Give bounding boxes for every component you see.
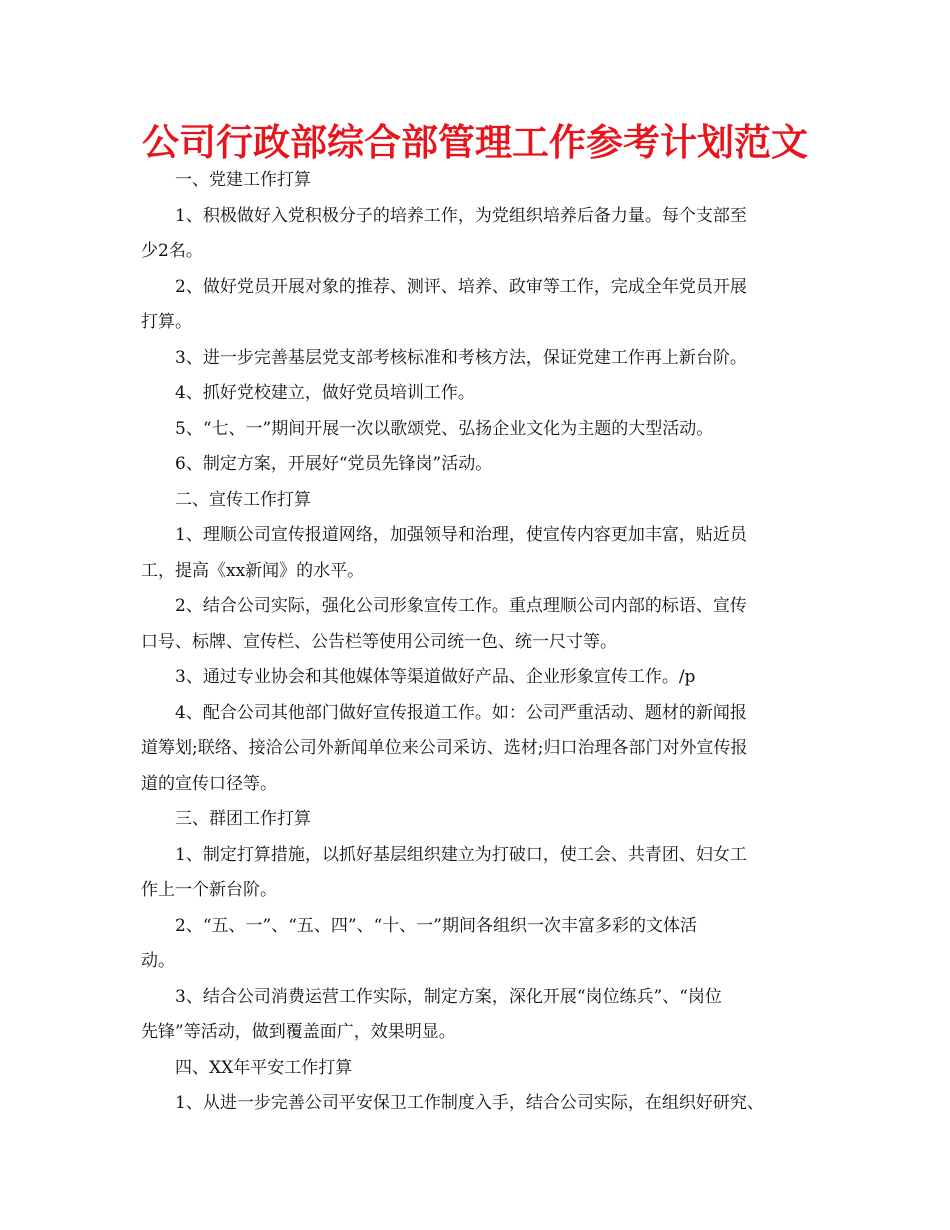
paragraph-line: 2、结合公司实际，强化公司形象宣传工作。重点理顺公司内部的标语、宣传 [175,596,747,616]
paragraph-line: 1、从进一步完善公司平安保卫工作制度入手，结合公司实际，在组织好研究、 [175,1093,764,1113]
paragraph-line: 1、制定打算措施，以抓好基层组织建立为打破口，使工会、共青团、妇女工 [175,844,747,865]
paragraph-line: 二、宣传工作打算 [175,489,311,510]
paragraph-line: 4、抓好党校建立，做好党员培训工作。 [175,383,475,403]
page-title: 公司行政部综合部管理工作参考计划范文 [142,121,808,164]
paragraph-line: 四、XX年平安工作打算 [175,1057,353,1078]
paragraph-line: 道的宣传口径等。 [141,773,277,794]
document-body [141,163,817,1122]
paragraph-line: 打算。 [141,312,192,332]
paragraph-line: 4、配合公司其他部门做好宣传报道工作。如：公司严重活动、题材的新闻报 [175,702,747,723]
paragraph-line: 先锋”等活动，做到覆盖面广，效果明显。 [141,1022,456,1042]
paragraph-line: 6、制定方案，开展好“党员先锋岗”活动。 [175,454,493,474]
paragraph-line: 工，提高《xx新闻》的水平。 [141,560,365,581]
paragraph-line: 一、党建工作打算 [175,170,311,190]
paragraph-line: 道筹划;联络、接洽公司外新闻单位来公司采访、选材;归口治理各部门对外宣传报 [141,738,748,758]
paragraph-line: 少2名。 [141,241,203,261]
paragraph-line: 2、做好党员开展对象的推荐、测评、培养、政审等工作，完成全年党员开展 [175,276,747,297]
paragraph-line: 3、进一步完善基层党支部考核标准和考核方法，保证党建工作再上新台阶。 [175,347,747,368]
paragraph-line: 3、结合公司消费运营工作实际，制定方案，深化开展“岗位练兵”、“岗位 [175,986,722,1007]
paragraph-line: 动。 [141,951,175,971]
paragraph-line: 口号、标牌、宣传栏、公告栏等使用公司统一色、统一尺寸等。 [141,631,617,652]
paragraph-line: 三、群团工作打算 [175,809,311,829]
paragraph-line: 3、通过专业协会和其他媒体等渠道做好产品、企业形象宣传工作。/p [175,667,696,687]
paragraph-line: 2、“五、一”、“五、四”、“十、一”期间各组织一次丰富多彩的文体活 [175,915,697,936]
paragraph-line: 作上一个新台阶。 [141,880,277,900]
paragraph-line: 1、理顺公司宣传报道网络，加强领导和治理，使宣传内容更加丰富，贴近员 [175,525,747,545]
paragraph-line: 1、积极做好入党积极分子的培养工作，为党组织培养后备力量。每个支部至 [175,205,747,226]
paragraph-line: 5、“七、一”期间开展一次以歌颂党、弘扬企业文化为主题的大型活动。 [175,418,714,439]
